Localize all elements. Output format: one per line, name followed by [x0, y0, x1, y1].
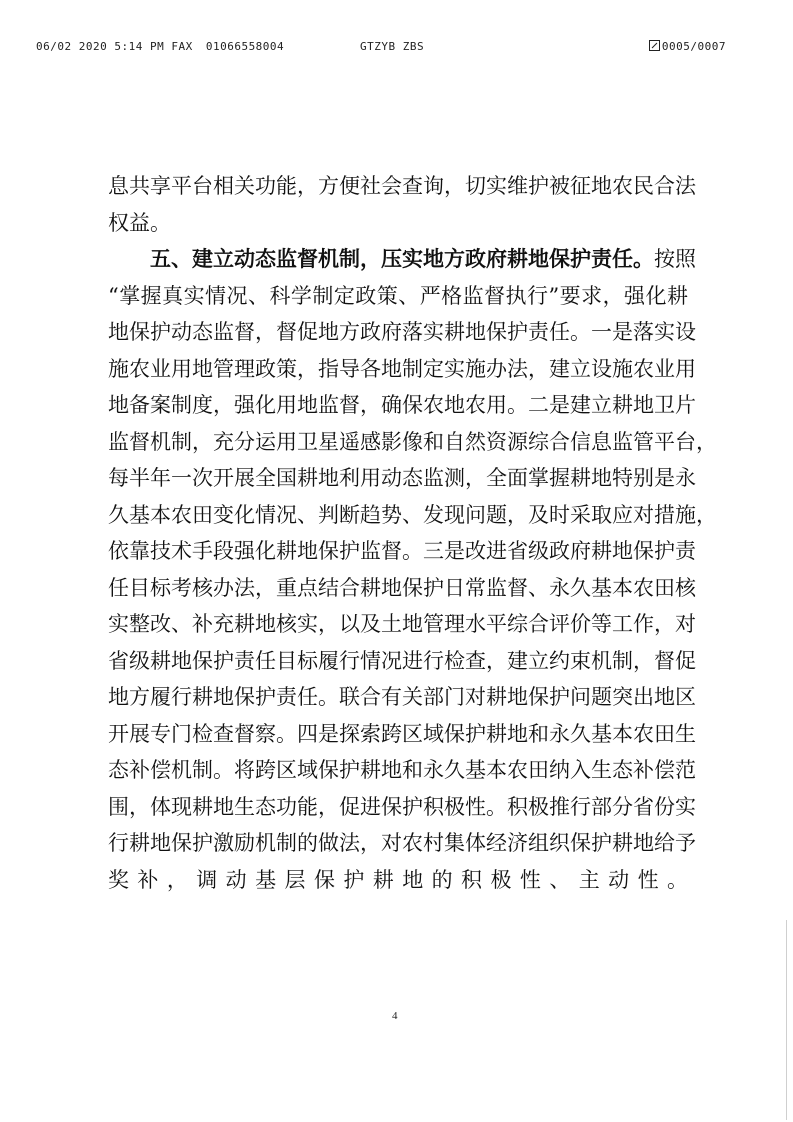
body-line-7: 地备案制度，强化用地监督，确保农地农用。二是建立耕地卫片 — [108, 393, 696, 417]
body-line-11: 依靠技术手段强化耕地保护监督。三是改进省级政府耕地保护责 — [108, 539, 696, 563]
fax-page-counter-wrap — [649, 40, 726, 53]
body-line-18: 围，体现耕地生态功能，促进保护积极性。积极推行部分省份实 — [108, 794, 696, 819]
body-line-1: 息共享平台相关功能，方便社会查询，切实维护被征地农民合法 — [108, 174, 696, 198]
body-line-13: 实整改、补充耕地核实，以及土地管理水平综合评价等工作，对 — [108, 612, 696, 636]
body-line-21 — [108, 898, 688, 935]
body-line-17: 态补偿机制。将跨区域保护耕地和永久基本农田纳入生态补偿范 — [108, 758, 696, 782]
scan-edge-line — [786, 920, 787, 1120]
body-line-8: 监督机制，充分运用卫星遥感影像和自然资源综合信息监管平台， — [108, 429, 717, 454]
body-line-10: 久基本农田变化情况、判断趋势、发现问题，及时采取应对措施， — [108, 502, 717, 527]
body-line-16: 开展专门检查督察。四是探索跨区域保护耕地和永久基本农田生 — [108, 721, 696, 746]
fax-header — [36, 40, 726, 60]
fax-header-left — [36, 40, 284, 53]
body-line-19: 行耕地保护激励机制的做法，对农村集体经济组织保护耕地给予 — [108, 831, 696, 855]
fax-page-icon — [649, 40, 660, 51]
body-line-14: 省级耕地保护责任目标履行情况进行检查，建立约束机制，督促 — [108, 648, 696, 673]
body-line-15: 地方履行耕地保护责任。联合有关部门对耕地保护问题突出地区 — [108, 685, 696, 709]
page-number: 4 — [392, 1010, 398, 1022]
fax-number: 01066558004 — [205, 40, 285, 53]
body-line-9: 每半年一次开展全国耕地利用动态监测，全面掌握耕地特别是永 — [108, 466, 696, 490]
body-line-4: “掌握真实情况、科学制定政策、严格监督执行”要求，强化耕 — [108, 283, 688, 308]
fax-sender: GTZYB ZBS — [360, 40, 425, 53]
section-five-lead: 按照 — [654, 247, 696, 271]
body-line-2: 权益。 — [108, 210, 171, 235]
body-line-20: 奖补，调动基层保护耕地的积极性、主动性。 — [108, 867, 688, 892]
fax-datetime: 06/02 2020 5:14 PM FAX — [36, 40, 193, 53]
section-five-heading: 五、建立动态监督机制，压实地方政府耕地保护责任。 — [150, 247, 654, 271]
document-body — [108, 168, 717, 935]
fax-page-counter: 0005/0007 — [661, 40, 726, 53]
body-line-5: 地保护动态监督，督促地方政府落实耕地保护责任。一是落实设 — [108, 320, 696, 344]
section-five-line — [108, 241, 696, 278]
body-line-6: 施农业用地管理政策，指导各地制定实施办法，建立设施农业用 — [108, 356, 696, 381]
body-line-12: 任目标考核办法，重点结合耕地保护日常监督、永久基本农田核 — [108, 575, 696, 600]
